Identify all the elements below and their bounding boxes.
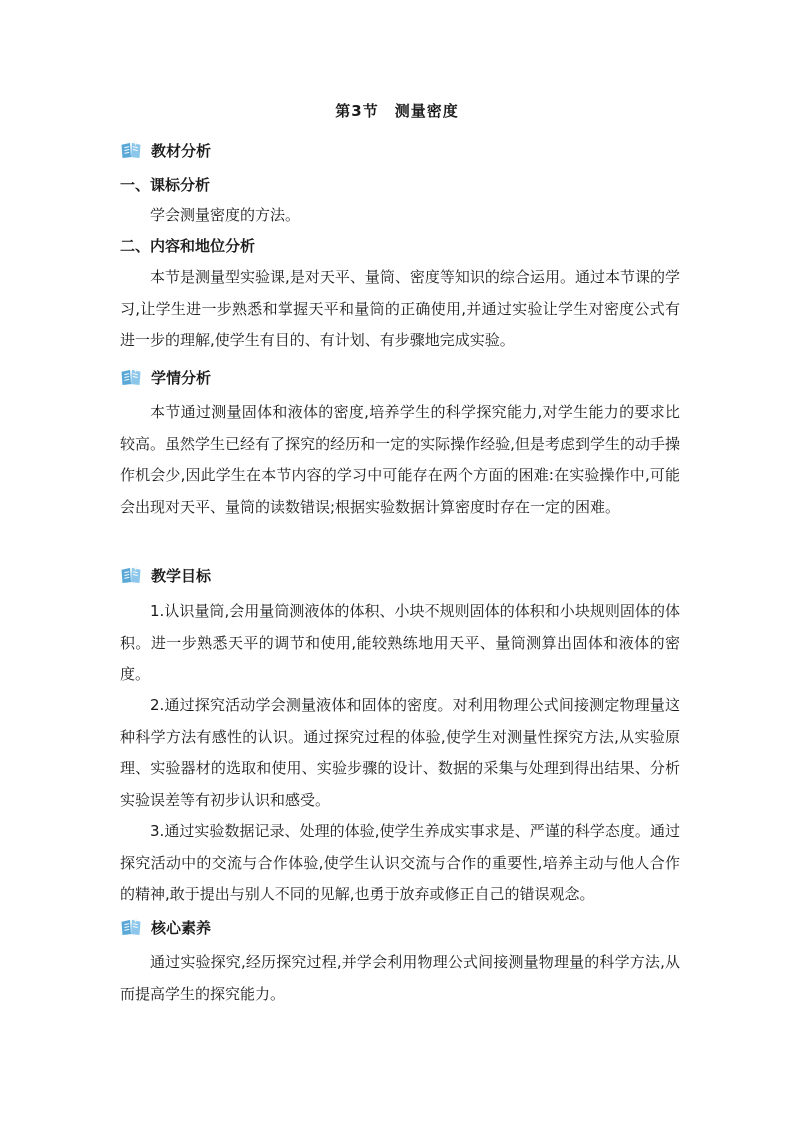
section-heading-label: 教材分析 [151, 141, 212, 160]
book-icon [120, 141, 142, 159]
paragraph: 学会测量密度的方法。 [150, 206, 301, 224]
subheading-curriculum: 一、课标分析 [120, 176, 211, 194]
paragraph: 1.认识量筒,会用量筒测液体的体积、小块不规则固体的体积和小块规则固体的体积。进一步熟悉天平的调节和使用,能较熟练地用天平、量筒测算出固体和液体的密度。 [120, 602, 680, 683]
subheading-content: 二、内容和地位分析 [120, 237, 256, 255]
section-heading-label: 学情分析 [151, 368, 212, 387]
paragraph: 本节通过测量固体和液体的密度,培养学生的科学探究能力,对学生能力的要求比较高。虽然学生已经有了探究的经历和一定的实际操作经验,但是考虑到学生的动手操作机会少,因此学生在本节内容的学习中可能存在两个方面的困难:在实验操作中,可能会出现对天平、量筒的读数错误;根据实验数据计算密度时存在一定的困难。 [120, 403, 680, 516]
section-heading-label: 教学目标 [151, 566, 212, 585]
book-icon [120, 566, 142, 584]
paragraph: 通过实验探究,经历探究过程,并学会利用物理公式间接测量物理量的科学方法,从而提高学生的探究能力。 [120, 953, 680, 1003]
paragraph: 2.通过探究活动学会测量液体和固体的密度。对利用物理公式间接测定物理量这种科学方法有感性的认识。通过探究过程的体验,使学生对测量性探究方法,从实验原理、实验器材的选取和使用、实验步骤的设计、数据的采集与处理到得出结果、分析实验误差等有初步认识和感受。 [120, 696, 680, 809]
paragraph: 本节是测量型实验课,是对天平、量筒、密度等知识的综合运用。通过本节课的学习,让学生进一步熟悉和掌握天平和量筒的正确使用,并通过实验让学生对密度公式有进一步的理解,使学生有目的、有计划、有步骤地完成实验。 [120, 268, 680, 349]
book-icon [120, 918, 142, 936]
section-heading-students [120, 364, 211, 390]
section-heading-core [120, 914, 211, 940]
section-heading-goals [120, 562, 211, 588]
page-title: 第3节 测量密度 [335, 102, 459, 120]
paragraph: 3.通过实验数据记录、处理的体验,使学生养成实事求是、严谨的科学态度。通过探究活动中的交流与合作体验,使学生认识交流与合作的重要性,培养主动与他人合作的精神,敢于提出与别人不同的见解,也勇于放弃或修正自己的错误观念。 [120, 822, 680, 903]
section-heading-label: 核心素养 [151, 918, 212, 937]
book-icon [120, 368, 142, 386]
section-heading-textbook [120, 137, 211, 163]
